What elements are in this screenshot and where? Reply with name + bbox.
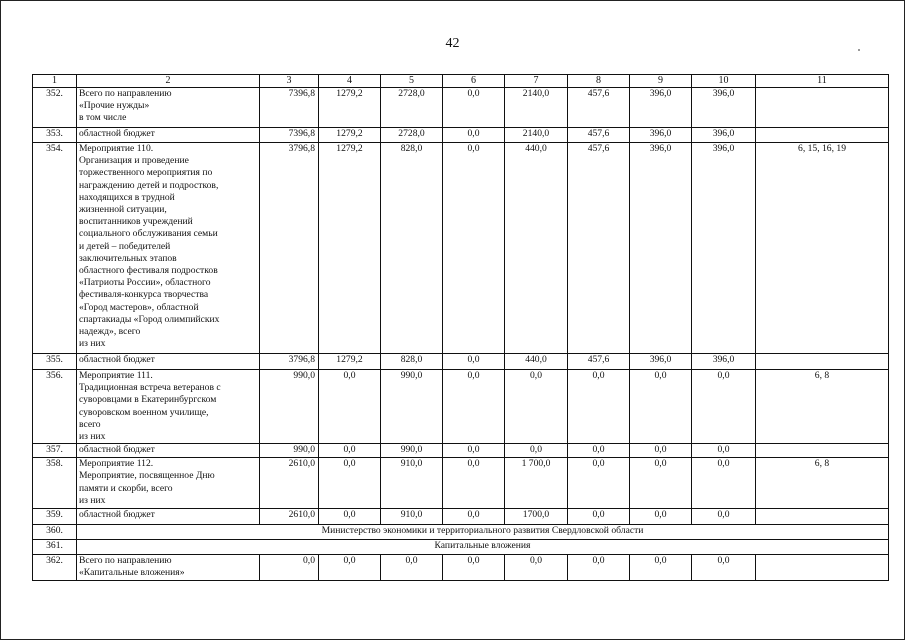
- target-indicators: [756, 444, 889, 458]
- value-cell: 1279,2: [319, 128, 381, 143]
- table-row: [33, 354, 889, 370]
- value-cell: 0,0: [630, 555, 692, 581]
- value-cell: 0,0: [319, 370, 381, 444]
- value-cell: 2610,0: [260, 509, 319, 525]
- col-header: 9: [630, 75, 692, 88]
- value-cell: 440,0: [505, 143, 568, 354]
- description-line: Мероприятие, посвященное Дню: [79, 470, 215, 482]
- value-cell: 0,0: [443, 458, 505, 509]
- description-line: спартакиады «Город олимпийских: [79, 313, 220, 325]
- value-cell: 0,0: [692, 444, 756, 458]
- value-cell: 440,0: [505, 354, 568, 370]
- value-cell: 0,0: [443, 143, 505, 354]
- value-cell: 0,0: [443, 509, 505, 525]
- budget-table: [32, 74, 889, 581]
- col-header: 7: [505, 75, 568, 88]
- description-line: «Прочие нужды»: [79, 100, 150, 112]
- value-cell: 7396,8: [260, 88, 319, 128]
- col-header: 8: [568, 75, 630, 88]
- target-indicators: [756, 509, 889, 525]
- value-cell: 396,0: [692, 128, 756, 143]
- table-row: [33, 444, 889, 458]
- value-cell: 0,0: [692, 509, 756, 525]
- value-cell: 396,0: [692, 354, 756, 370]
- value-cell: 0,0: [319, 444, 381, 458]
- value-cell: 2610,0: [260, 458, 319, 509]
- value-cell: 396,0: [630, 128, 692, 143]
- description-line: Всего по направлению: [79, 88, 172, 99]
- description-line: из них: [79, 494, 106, 506]
- value-cell: 0,0: [381, 555, 443, 581]
- row-number: 354.: [33, 143, 77, 354]
- value-cell: 828,0: [381, 143, 443, 354]
- description-line: находящихся в трудной: [79, 191, 175, 203]
- col-header: 10: [692, 75, 756, 88]
- description-line: Организация и проведение: [79, 155, 189, 167]
- value-cell: 457,6: [568, 128, 630, 143]
- value-cell: 0,0: [443, 370, 505, 444]
- value-cell: 0,0: [630, 509, 692, 525]
- col-header: 6: [443, 75, 505, 88]
- value-cell: 1279,2: [319, 143, 381, 354]
- value-cell: 0,0: [568, 555, 630, 581]
- row-number: 360.: [33, 525, 77, 540]
- row-number: 353.: [33, 128, 77, 143]
- value-cell: 0,0: [319, 555, 381, 581]
- description-line: «Капитальные вложения»: [79, 567, 185, 579]
- value-cell: 457,6: [568, 143, 630, 354]
- target-indicators: [756, 88, 889, 128]
- description-line: памяти и скорби, всего: [79, 482, 173, 494]
- row-number: 356.: [33, 370, 77, 444]
- value-cell: 0,0: [319, 458, 381, 509]
- description-line: суворовском военном училище,: [79, 406, 209, 418]
- value-cell: 910,0: [381, 458, 443, 509]
- col-header: 4: [319, 75, 381, 88]
- description-line: Мероприятие 112.: [79, 458, 154, 470]
- description-line: областного фестиваля подростков: [79, 265, 218, 277]
- section-row: [33, 525, 889, 540]
- value-cell: 0,0: [443, 555, 505, 581]
- table-row: [33, 128, 889, 143]
- value-cell: 7396,8: [260, 128, 319, 143]
- row-number: 352.: [33, 88, 77, 128]
- row-description: [77, 555, 260, 581]
- value-cell: 396,0: [630, 88, 692, 128]
- value-cell: 0,0: [692, 458, 756, 509]
- row-description: [77, 509, 260, 525]
- row-number: 359.: [33, 509, 77, 525]
- description-line: заключительных этапов: [79, 252, 177, 264]
- value-cell: 0,0: [568, 509, 630, 525]
- row-description: [77, 354, 260, 370]
- page-number: 42: [445, 36, 460, 51]
- description-line: торжественного мероприятия по: [79, 167, 213, 179]
- value-cell: 0,0: [692, 555, 756, 581]
- description-line: в том числе: [79, 112, 127, 124]
- description-line: «Город мастеров», областной: [79, 301, 199, 313]
- value-cell: 0,0: [505, 555, 568, 581]
- value-cell: 1700,0: [505, 509, 568, 525]
- description-line: Традиционная встреча ветеранов с: [79, 382, 221, 394]
- section-title: Капитальные вложения: [77, 540, 889, 555]
- col-header: 5: [381, 75, 443, 88]
- table-row: [33, 143, 889, 354]
- value-cell: 0,0: [505, 370, 568, 444]
- description-line: Мероприятие 110.: [79, 143, 154, 154]
- target-indicators: [756, 354, 889, 370]
- value-cell: 828,0: [381, 354, 443, 370]
- description-line: областной бюджет: [79, 354, 155, 365]
- description-line: и детей – победителей: [79, 240, 171, 252]
- value-cell: 0,0: [630, 458, 692, 509]
- description-line: из них: [79, 338, 106, 350]
- section-title: Министерство экономики и территориального развития Свердловской области: [77, 525, 889, 540]
- row-number: 361.: [33, 540, 77, 555]
- value-cell: 2728,0: [381, 88, 443, 128]
- value-cell: 457,6: [568, 88, 630, 128]
- value-cell: 910,0: [381, 509, 443, 525]
- row-description: [77, 128, 260, 143]
- value-cell: 2140,0: [505, 88, 568, 128]
- target-indicators: 6, 8: [756, 458, 889, 509]
- value-cell: 0,0: [443, 88, 505, 128]
- value-cell: 396,0: [630, 143, 692, 354]
- description-line: Всего по направлению: [79, 555, 172, 567]
- value-cell: 2140,0: [505, 128, 568, 143]
- value-cell: 0,0: [568, 458, 630, 509]
- row-number: 357.: [33, 444, 77, 458]
- table-row: [33, 509, 889, 525]
- col-header: 11: [756, 75, 889, 88]
- value-cell: 0,0: [505, 444, 568, 458]
- value-cell: 3796,8: [260, 143, 319, 354]
- col-header: 2: [77, 75, 260, 88]
- value-cell: 0,0: [443, 128, 505, 143]
- value-cell: 0,0: [319, 509, 381, 525]
- value-cell: 0,0: [630, 370, 692, 444]
- table-row: [33, 88, 889, 128]
- target-indicators: [756, 555, 889, 581]
- value-cell: 0,0: [630, 444, 692, 458]
- row-description: [77, 370, 260, 444]
- table-row: [33, 370, 889, 444]
- value-cell: 396,0: [692, 143, 756, 354]
- col-header: 1: [33, 75, 77, 88]
- value-cell: 1 700,0: [505, 458, 568, 509]
- row-description: [77, 444, 260, 458]
- value-cell: 0,0: [260, 555, 319, 581]
- description-line: областной бюджет: [79, 128, 155, 139]
- table-row: [33, 555, 889, 581]
- table-row: [33, 458, 889, 509]
- value-cell: 0,0: [568, 370, 630, 444]
- column-number-row: [33, 75, 889, 88]
- description-line: социального обслуживания семьи: [79, 228, 218, 240]
- target-indicators: 6, 8: [756, 370, 889, 444]
- section-row: [33, 540, 889, 555]
- row-description: [77, 143, 260, 354]
- value-cell: 2728,0: [381, 128, 443, 143]
- row-number: 358.: [33, 458, 77, 509]
- value-cell: 0,0: [443, 444, 505, 458]
- row-number: 362.: [33, 555, 77, 581]
- value-cell: 3796,8: [260, 354, 319, 370]
- row-description: [77, 88, 260, 128]
- description-line: всего: [79, 418, 101, 430]
- value-cell: 396,0: [692, 88, 756, 128]
- value-cell: 0,0: [443, 354, 505, 370]
- value-cell: 990,0: [260, 444, 319, 458]
- value-cell: 0,0: [568, 444, 630, 458]
- row-description: [77, 458, 260, 509]
- value-cell: 990,0: [381, 370, 443, 444]
- description-line: награждению детей и подростков,: [79, 179, 219, 191]
- description-line: фестиваля-конкурса творчества: [79, 289, 209, 301]
- description-line: воспитанников учреждений: [79, 216, 193, 228]
- value-cell: 1279,2: [319, 354, 381, 370]
- value-cell: 990,0: [381, 444, 443, 458]
- description-line: областной бюджет: [79, 444, 155, 456]
- value-cell: 396,0: [630, 354, 692, 370]
- row-number: 355.: [33, 354, 77, 370]
- description-line: надежд», всего: [79, 326, 141, 338]
- value-cell: 457,6: [568, 354, 630, 370]
- description-line: из них: [79, 431, 106, 443]
- target-indicators: 6, 15, 16, 19: [756, 143, 889, 354]
- description-line: суворовцами в Екатеринбургском: [79, 394, 217, 406]
- col-header: 3: [260, 75, 319, 88]
- description-line: Мероприятие 111.: [79, 370, 153, 381]
- description-line: жизненной ситуации,: [79, 204, 167, 216]
- description-line: «Патриоты России», областного: [79, 277, 211, 289]
- description-line: областной бюджет: [79, 509, 155, 521]
- target-indicators: [756, 128, 889, 143]
- value-cell: 0,0: [692, 370, 756, 444]
- value-cell: 990,0: [260, 370, 319, 444]
- value-cell: 1279,2: [319, 88, 381, 128]
